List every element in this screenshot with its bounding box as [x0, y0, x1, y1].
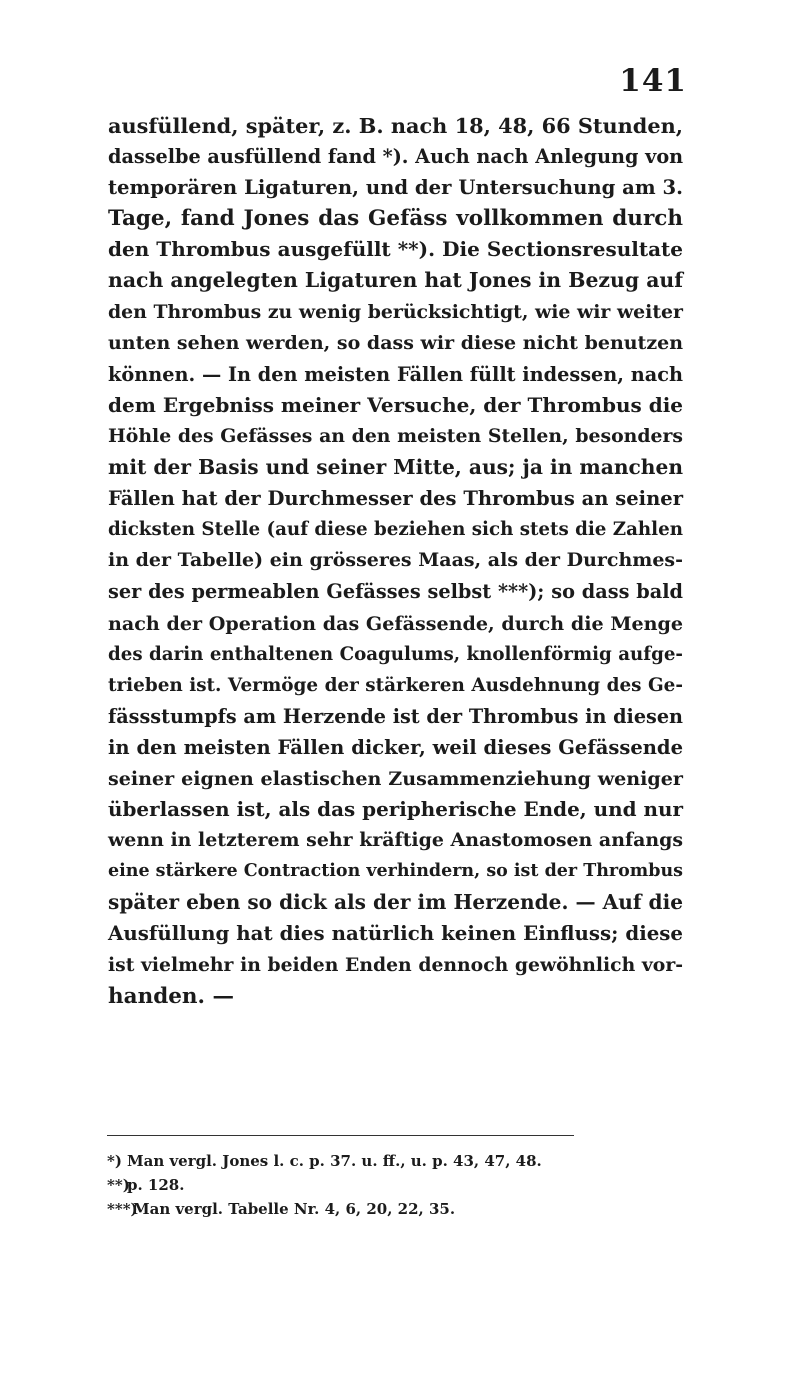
text-line-14: dicksten Stelle (auf diese beziehen sich stets die Zahlen [108, 519, 683, 541]
footnote-text: Man vergl. Jones l. c. p. 37. u. ff., u. p. 43, 47, 48. [127, 1152, 542, 1170]
footnote-3 [107, 1197, 727, 1221]
text-line-26: später eben so dick als der im Herzende. — Auf die [108, 890, 683, 915]
text-line-4: Tage, fand Jones das Gefäss vollkommen durch [108, 206, 683, 232]
footnote-marker: *) [107, 1152, 122, 1170]
text-line-15: in der Tabelle) ein grösseres Maas, als der Durchmes- [108, 549, 683, 572]
text-line-28: ist vielmehr in beiden Enden dennoch gewöhnlich vor- [108, 953, 683, 976]
body-text [108, 110, 683, 1012]
text-line-27: Ausfüllung hat dies natürlich keinen Einfluss; diese [108, 921, 683, 946]
text-line-1: ausfüllend, später, z. B. nach 18, 48, 66 Stunden, [108, 113, 683, 138]
text-line-7: den Thrombus zu wenig berücksichtigt, wie wir weiter [108, 300, 683, 323]
footnote-marker: **) [107, 1176, 130, 1194]
footnote-divider [107, 1135, 574, 1136]
text-line-18: des darin enthaltenen Coagulums, knollenförmig aufge- [108, 643, 683, 665]
text-line-12: mit der Basis und seiner Mitte, aus; ja in manchen [108, 455, 683, 480]
text-line-11: Höhle des Gefässes an den meisten Stellen, besonders [108, 424, 683, 447]
text-line-24: wenn in letzterem sehr kräftige Anastomosen anfangs [108, 829, 683, 852]
page-number: 141 [619, 63, 687, 99]
text-line-19: trieben ist. Vermöge der stärkeren Ausdehnung des Ge- [108, 674, 683, 696]
text-line-13: Fällen hat der Durchmesser des Thrombus an seiner [108, 487, 683, 511]
text-line-16: ser des permeablen Gefässes selbst ***); so dass bald [108, 580, 683, 604]
text-line-2: dasselbe ausfüllend fand *). Auch nach Anlegung von [108, 145, 684, 169]
text-line-22: seiner eignen elastischen Zusammenziehung weniger [108, 766, 683, 790]
text-line-9: können. — In den meisten Fällen füllt indessen, nach [108, 362, 683, 386]
text-line-20: fässstumpfs am Herzende ist der Thrombus in diesen [108, 704, 683, 728]
text-line-21: in den meisten Fällen dicker, weil dieses Gefässende [108, 735, 683, 759]
footnote-text: Man vergl. Tabelle Nr. 4, 6, 20, 22, 35. [133, 1200, 456, 1218]
text-line-3: temporären Ligaturen, und der Untersuchung am 3. [108, 176, 683, 200]
text-line-10: dem Ergebniss meiner Versuche, der Thrombus die [108, 392, 684, 417]
footnote-marker: ***) [107, 1200, 138, 1218]
footnote-text: p. 128. [127, 1176, 185, 1194]
text-line-8: unten sehen werden, so dass wir diese nicht benutzen [108, 331, 683, 354]
text-line-5: den Thrombus ausgefüllt **). Die Sectionsresultate [108, 237, 683, 262]
text-line-25: eine stärkere Contraction verhindern, so ist der Thrombus [108, 861, 683, 882]
text-line-23: überlassen ist, als das peripherische Ende, und nur [108, 797, 683, 822]
footnote-1 [107, 1149, 727, 1173]
text-line-6: nach angelegten Ligaturen hat Jones in Bezug auf [108, 268, 683, 293]
footnote-2 [107, 1173, 727, 1197]
footnotes [107, 1149, 727, 1221]
text-line-17: nach der Operation das Gefässende, durch die Menge [108, 611, 683, 635]
text-line-29: handen. — [108, 983, 235, 1009]
